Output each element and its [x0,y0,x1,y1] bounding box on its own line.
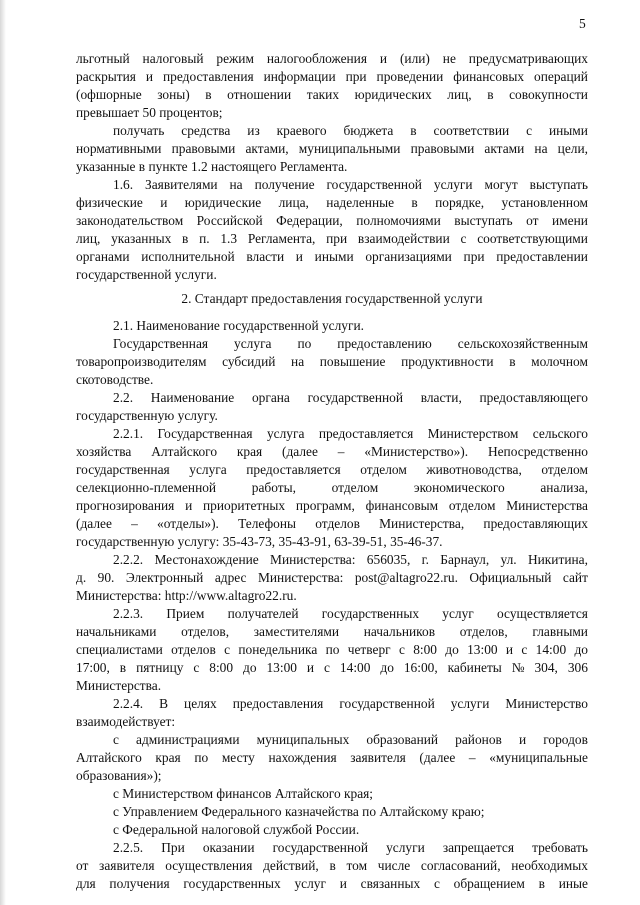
page-number: 5 [579,16,586,31]
text-line: прогнозирования и приоритетных программ, финансовым отделом Министерства [76,498,588,513]
text-line: товаропроизводителям субсидий на повышение продуктивности в молочном [76,354,588,369]
text-line: государственную услугу. [76,408,218,423]
text-line: с администрациями муниципальных образований районов и городов [113,732,588,747]
text-line: 2.2.3. Прием получателей государственных услуг осуществляется [113,606,588,621]
section-heading: 2. Стандарт предоставления государственной услуги [181,291,483,306]
text-line: 2.2. Наименование органа государственной власти, предоставляющего [113,390,588,405]
scan-edge-shadow [0,0,6,905]
text-line: Министерства: http://www.altagro22.ru. [76,588,297,603]
text-line: образования»); [76,768,162,783]
text-line: нормативными правовыми актами, муниципальными правовыми актами на цели, [76,141,588,156]
text-line: 17:00, в пятницу с 8:00 до 13:00 и с 14:00 до 16:00, кабинеты № 304, 306 [76,660,588,675]
text-line: специалистами отделов с понедельника по четверг с 8:00 до 13:00 и с 14:00 до [76,642,588,657]
text-line: взаимодействует: [76,714,176,729]
text-line: 2.2.5. При оказании государственной услуги запрещается требовать [113,840,588,855]
text-line: раскрытия и предоставления информации при проведении финансовых операций [76,69,588,84]
text-line: Алтайского края по месту нахождения заявителя (далее – «муниципальные [76,750,588,765]
text-line: государственная услуга предоставляется отделом животноводства, отделом [76,462,588,477]
text-line: Министерства. [76,678,162,693]
text-line: скотоводстве. [76,372,154,387]
text-line: 2.1. Наименование государственной услуги. [113,318,365,333]
text-line: (офшорные зоны) в отношении таких юридических лиц, в совокупности [76,87,588,102]
text-line: начальниками отделов, заместителями начальников отделов, главными [76,624,588,639]
text-line: Государственная услуга по предоставлению сельскохозяйственным [113,336,588,351]
text-line: законодательством Российской Федерации, полномочиями выступать от имени [76,213,588,228]
text-line: физические и юридические лица, наделенные в порядке, установленном [76,195,588,210]
text-line: 1.6. Заявителями на получение государственной услуги могут выступать [113,177,588,192]
text-line: с Федеральной налоговой службой России. [113,822,360,837]
text-line: с Управлением Федерального казначейства по Алтайскому краю; [113,804,485,819]
text-line: получать средства из краевого бюджета в соответствии с иными [113,123,588,138]
text-line: 2.2.2. Местонахождение Министерства: 656035, г. Барнаул, ул. Никитина, [113,552,588,567]
text-line: лиц, указанных в п. 1.3 Регламента, при взаимодействии с соответствующими [76,231,588,246]
text-line: от заявителя осуществления действий, в том числе согласований, необходимых [76,858,588,873]
text-line: органами исполнительной власти и иными организациями при предоставлении [76,249,588,264]
text-line: государственной услуги. [76,267,217,282]
text-line: селекционно-племенной работы, отделом экономического анализа, [76,480,588,495]
text-line: д. 90. Электронный адрес Министерства: post@altagro22.ru. Официальный сайт [76,570,588,585]
text-line: (далее – «отделы»). Телефоны отделов Министерства, предоставляющих [76,516,588,531]
text-line: 2.2.1. Государственная услуга предоставляется Министерством сельского [113,426,588,441]
text-line: для получения государственных услуг и связанных с обращением в иные [76,876,588,891]
text-line: указанные в пункте 1.2 настоящего Регламента. [76,159,348,174]
text-line: государственную услугу: 35-43-73, 35-43-91, 63-39-51, 35-46-37. [76,534,443,549]
text-line: 2.2.4. В целях предоставления государственной услуги Министерство [113,696,588,711]
text-line: превышает 50 процентов; [76,105,223,120]
text-line: хозяйства Алтайского края (далее – «Министерство»). Непосредственно [76,444,588,459]
text-line: льготный налоговый режим налогообложения и (или) не предусматривающих [76,51,588,66]
text-line: с Министерством финансов Алтайского края; [113,786,374,801]
